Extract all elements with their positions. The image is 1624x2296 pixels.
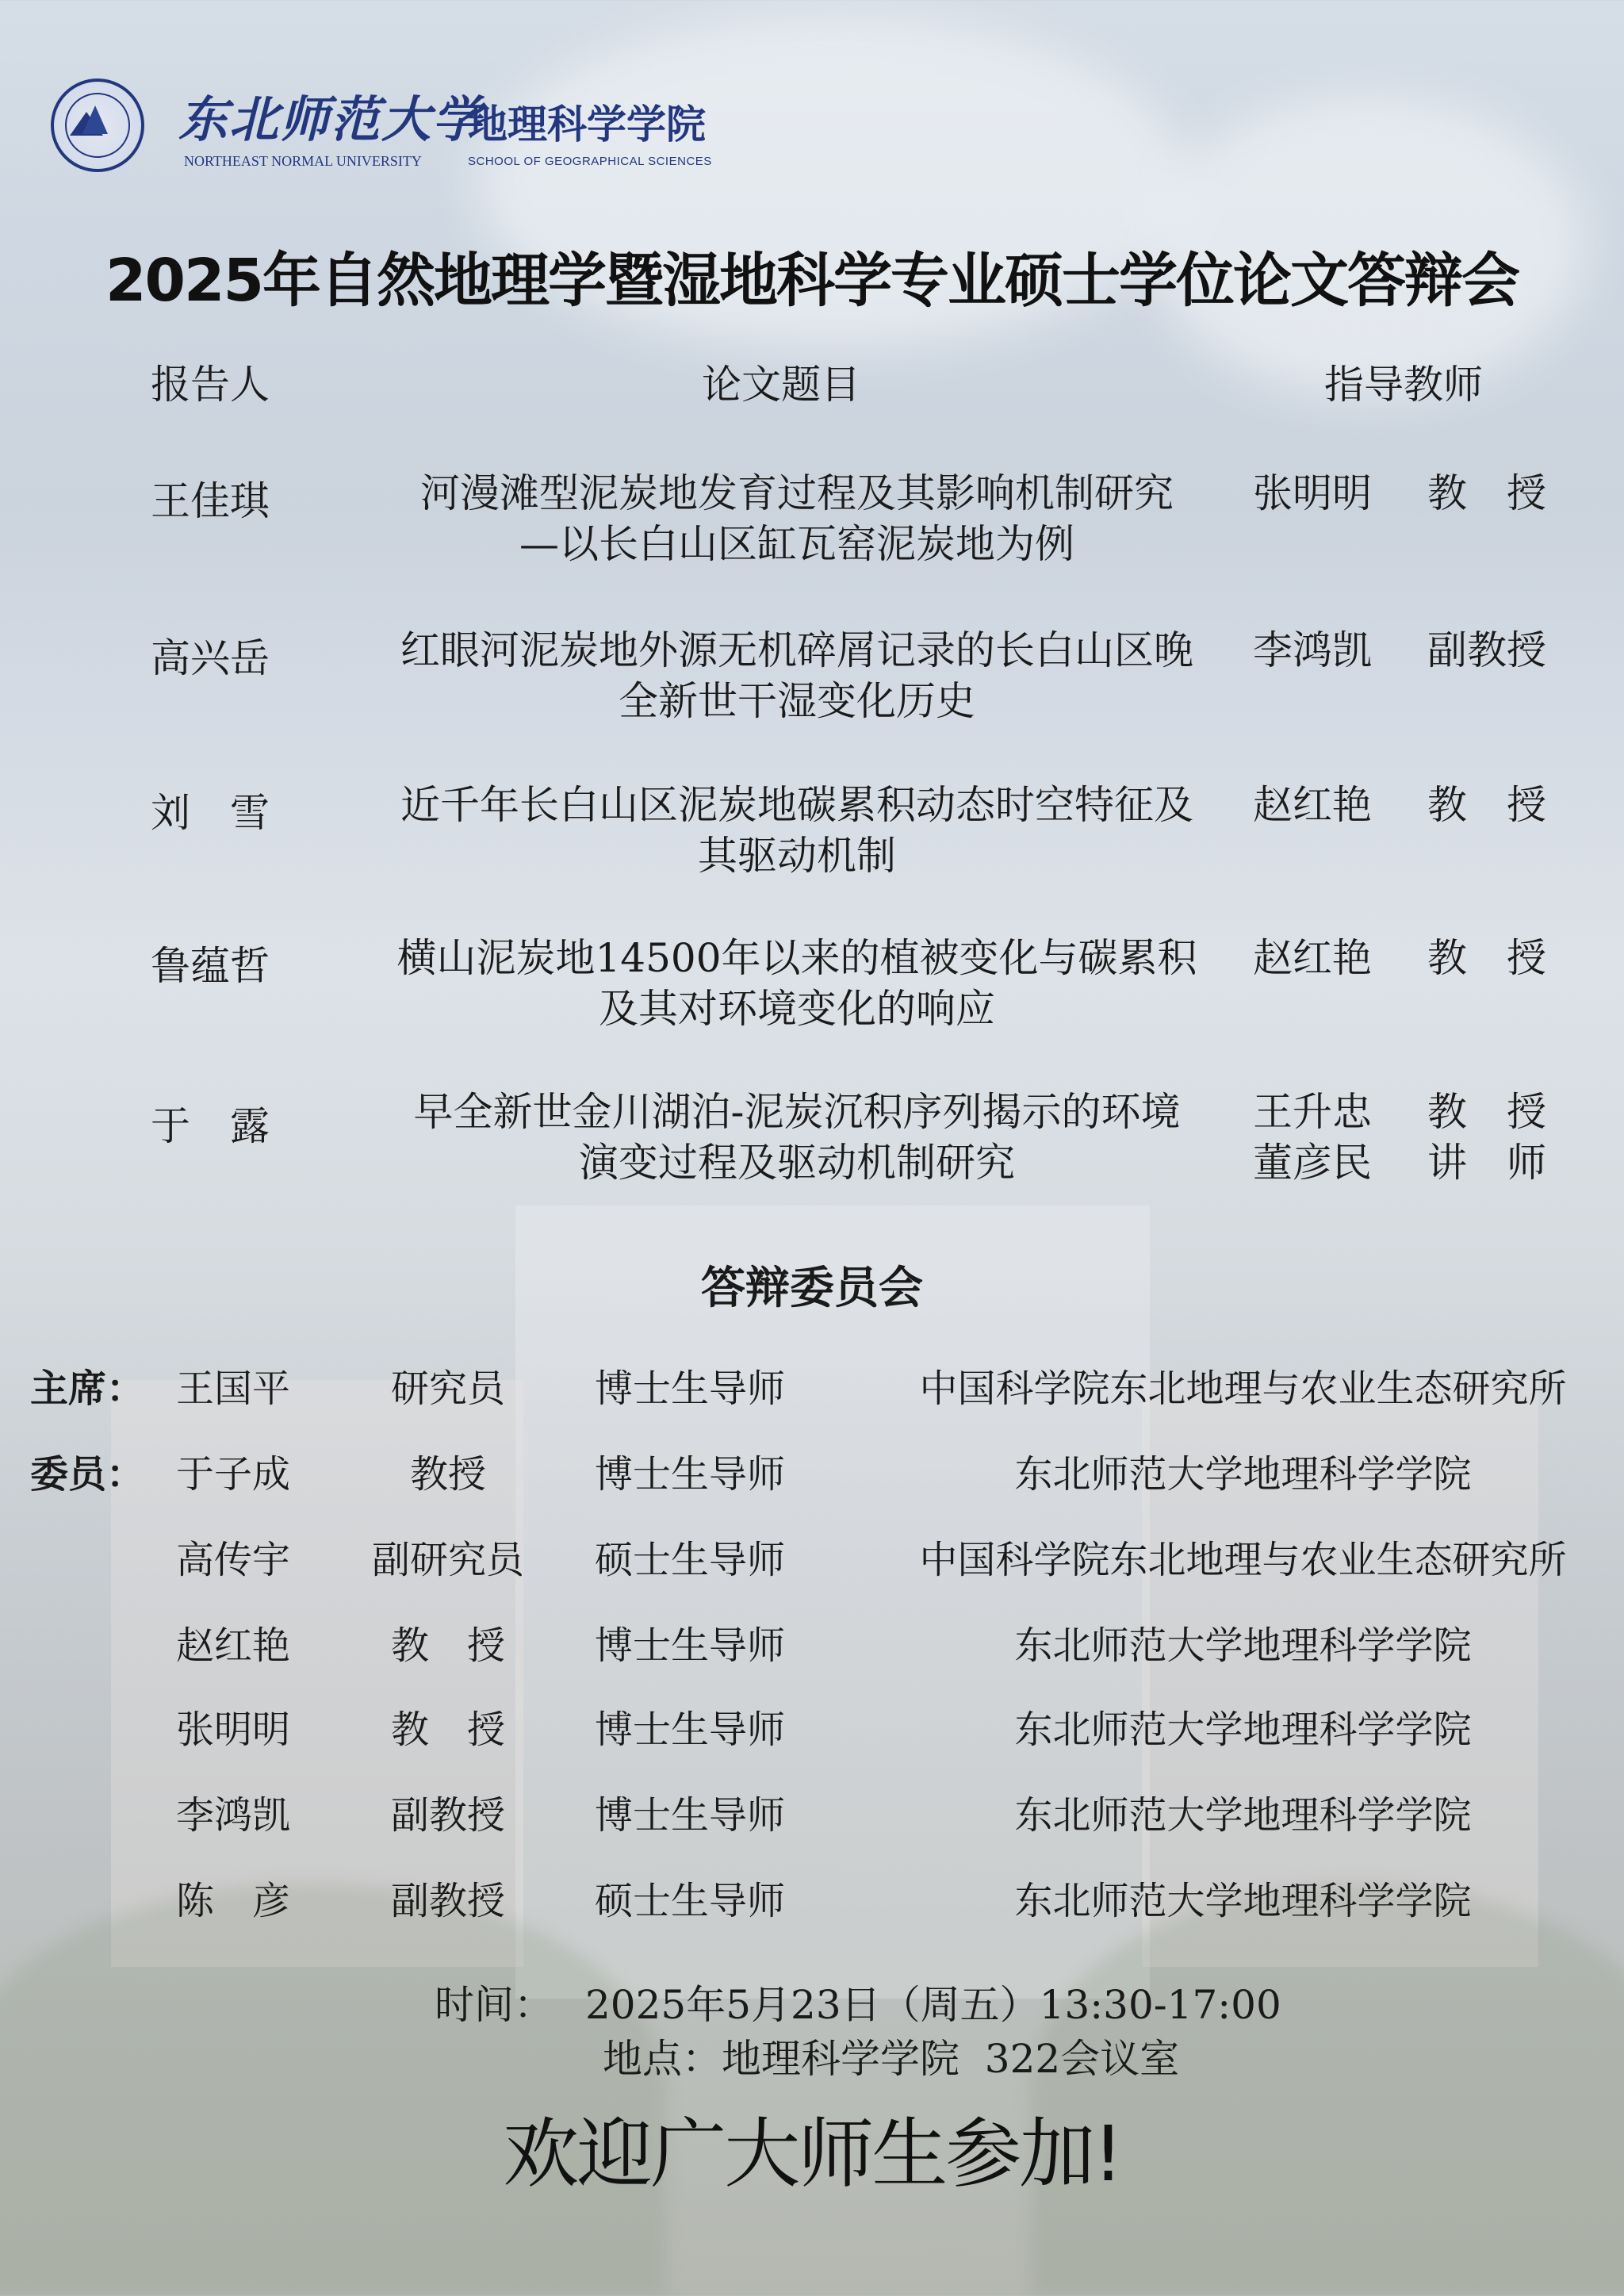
member-title: 教 授 (390, 1623, 505, 1668)
thesis-title: 红眼河泥炭地外源无机碎屑记录的长白山区晚 全新世干湿变化历史 (400, 627, 1193, 724)
member-supervisor: 博士生导师 (594, 1793, 785, 1838)
university-logo (48, 75, 841, 186)
speaker-name: 于 露 (151, 1103, 270, 1149)
advisor-rank: 教 授 讲 师 (1427, 1089, 1546, 1186)
member-affiliation: 中国科学院东北地理与农业生态研究所 (919, 1366, 1567, 1411)
speaker-name: 刘 雪 (151, 790, 270, 836)
member-affiliation: 东北师范大学地理科学学院 (1014, 1623, 1472, 1668)
column-header-advisor: 指导教师 (1324, 362, 1483, 408)
member-name: 高传宇 (176, 1538, 291, 1582)
poster-title: 2025年自然地理学暨湿地科学专业硕士学位论文答辩会 (105, 247, 1519, 315)
member-supervisor: 博士生导师 (594, 1623, 785, 1668)
thesis-title: 近千年长白山区泥炭地碳累积动态时空特征及 其驱动机制 (400, 782, 1193, 879)
thesis-title: 早全新世金川湖泊-泥炭沉积序列揭示的环境 演变过程及驱动机制研究 (413, 1089, 1181, 1186)
welcome-message: 欢迎广大师生参加! (503, 2110, 1121, 2198)
column-header-speaker: 报告人 (151, 362, 270, 408)
member-supervisor: 硕士生导师 (594, 1538, 785, 1582)
time-label: 时间： (435, 1982, 553, 2028)
member-title: 副教授 (390, 1879, 505, 1923)
advisor-rank: 教 授 (1427, 470, 1546, 516)
member-affiliation: 东北师范大学地理科学学院 (1014, 1793, 1472, 1838)
members-label: 委员： (30, 1452, 145, 1497)
committee-heading: 答辩委员会 (701, 1263, 923, 1314)
member-affiliation: 中国科学院东北地理与农业生态研究所 (919, 1538, 1567, 1582)
chair-label: 主席： (30, 1366, 145, 1411)
advisor-name: 赵红艳 (1253, 782, 1372, 828)
thesis-title: 河漫滩型泥炭地发育过程及其影响机制研究 —以长白山区缸瓦窑泥炭地为例 (420, 470, 1174, 567)
advisor-name: 李鸿凯 (1253, 627, 1372, 673)
advisor-name: 张明明 (1253, 470, 1372, 516)
university-seal-icon (51, 79, 144, 172)
speaker-name: 王佳琪 (151, 478, 270, 524)
member-title: 研究员 (390, 1366, 505, 1411)
member-supervisor: 博士生导师 (594, 1452, 785, 1497)
advisor-rank: 教 授 (1427, 782, 1546, 828)
member-title: 副研究员 (371, 1538, 524, 1582)
member-name: 陈 彦 (176, 1879, 291, 1923)
university-name-cn: 东北师范大学 (178, 90, 484, 148)
member-title: 教授 (409, 1452, 486, 1497)
time-value: 2025年5月23日（周五）13:30-17:00 (585, 1982, 1281, 2028)
member-affiliation: 东北师范大学地理科学学院 (1014, 1879, 1472, 1923)
member-affiliation: 东北师范大学地理科学学院 (1014, 1708, 1472, 1752)
member-supervisor: 博士生导师 (594, 1708, 785, 1752)
member-affiliation: 东北师范大学地理科学学院 (1014, 1452, 1472, 1497)
member-title: 教 授 (390, 1708, 505, 1752)
speaker-name: 高兴岳 (151, 635, 270, 681)
member-name: 于子成 (176, 1452, 291, 1497)
university-name-en: NORTHEAST NORMAL UNIVERSITY (184, 153, 422, 169)
advisor-name: 赵红艳 (1253, 935, 1372, 981)
speaker-name: 鲁蕴哲 (151, 943, 270, 989)
column-header-thesis: 论文题目 (702, 362, 860, 408)
member-name: 赵红艳 (176, 1623, 291, 1668)
member-name: 李鸿凯 (176, 1793, 291, 1838)
member-name: 王国平 (176, 1366, 291, 1411)
place-info: 地点：地理科学学院 322会议室 (603, 2036, 1180, 2082)
thesis-title: 横山泥炭地14500年以来的植被变化与碳累积 及其对环境变化的响应 (396, 935, 1197, 1032)
member-supervisor: 硕士生导师 (594, 1879, 785, 1923)
member-title: 副教授 (390, 1793, 505, 1838)
advisor-name: 王升忠 董彦民 (1253, 1089, 1372, 1186)
member-name: 张明明 (176, 1708, 291, 1752)
school-name-en: SCHOOL OF GEOGRAPHICAL SCIENCES (468, 155, 712, 168)
advisor-rank: 副教授 (1427, 627, 1546, 673)
member-supervisor: 博士生导师 (594, 1366, 785, 1411)
advisor-rank: 教 授 (1427, 935, 1546, 981)
school-name-cn: 地理科学学院 (468, 102, 706, 148)
